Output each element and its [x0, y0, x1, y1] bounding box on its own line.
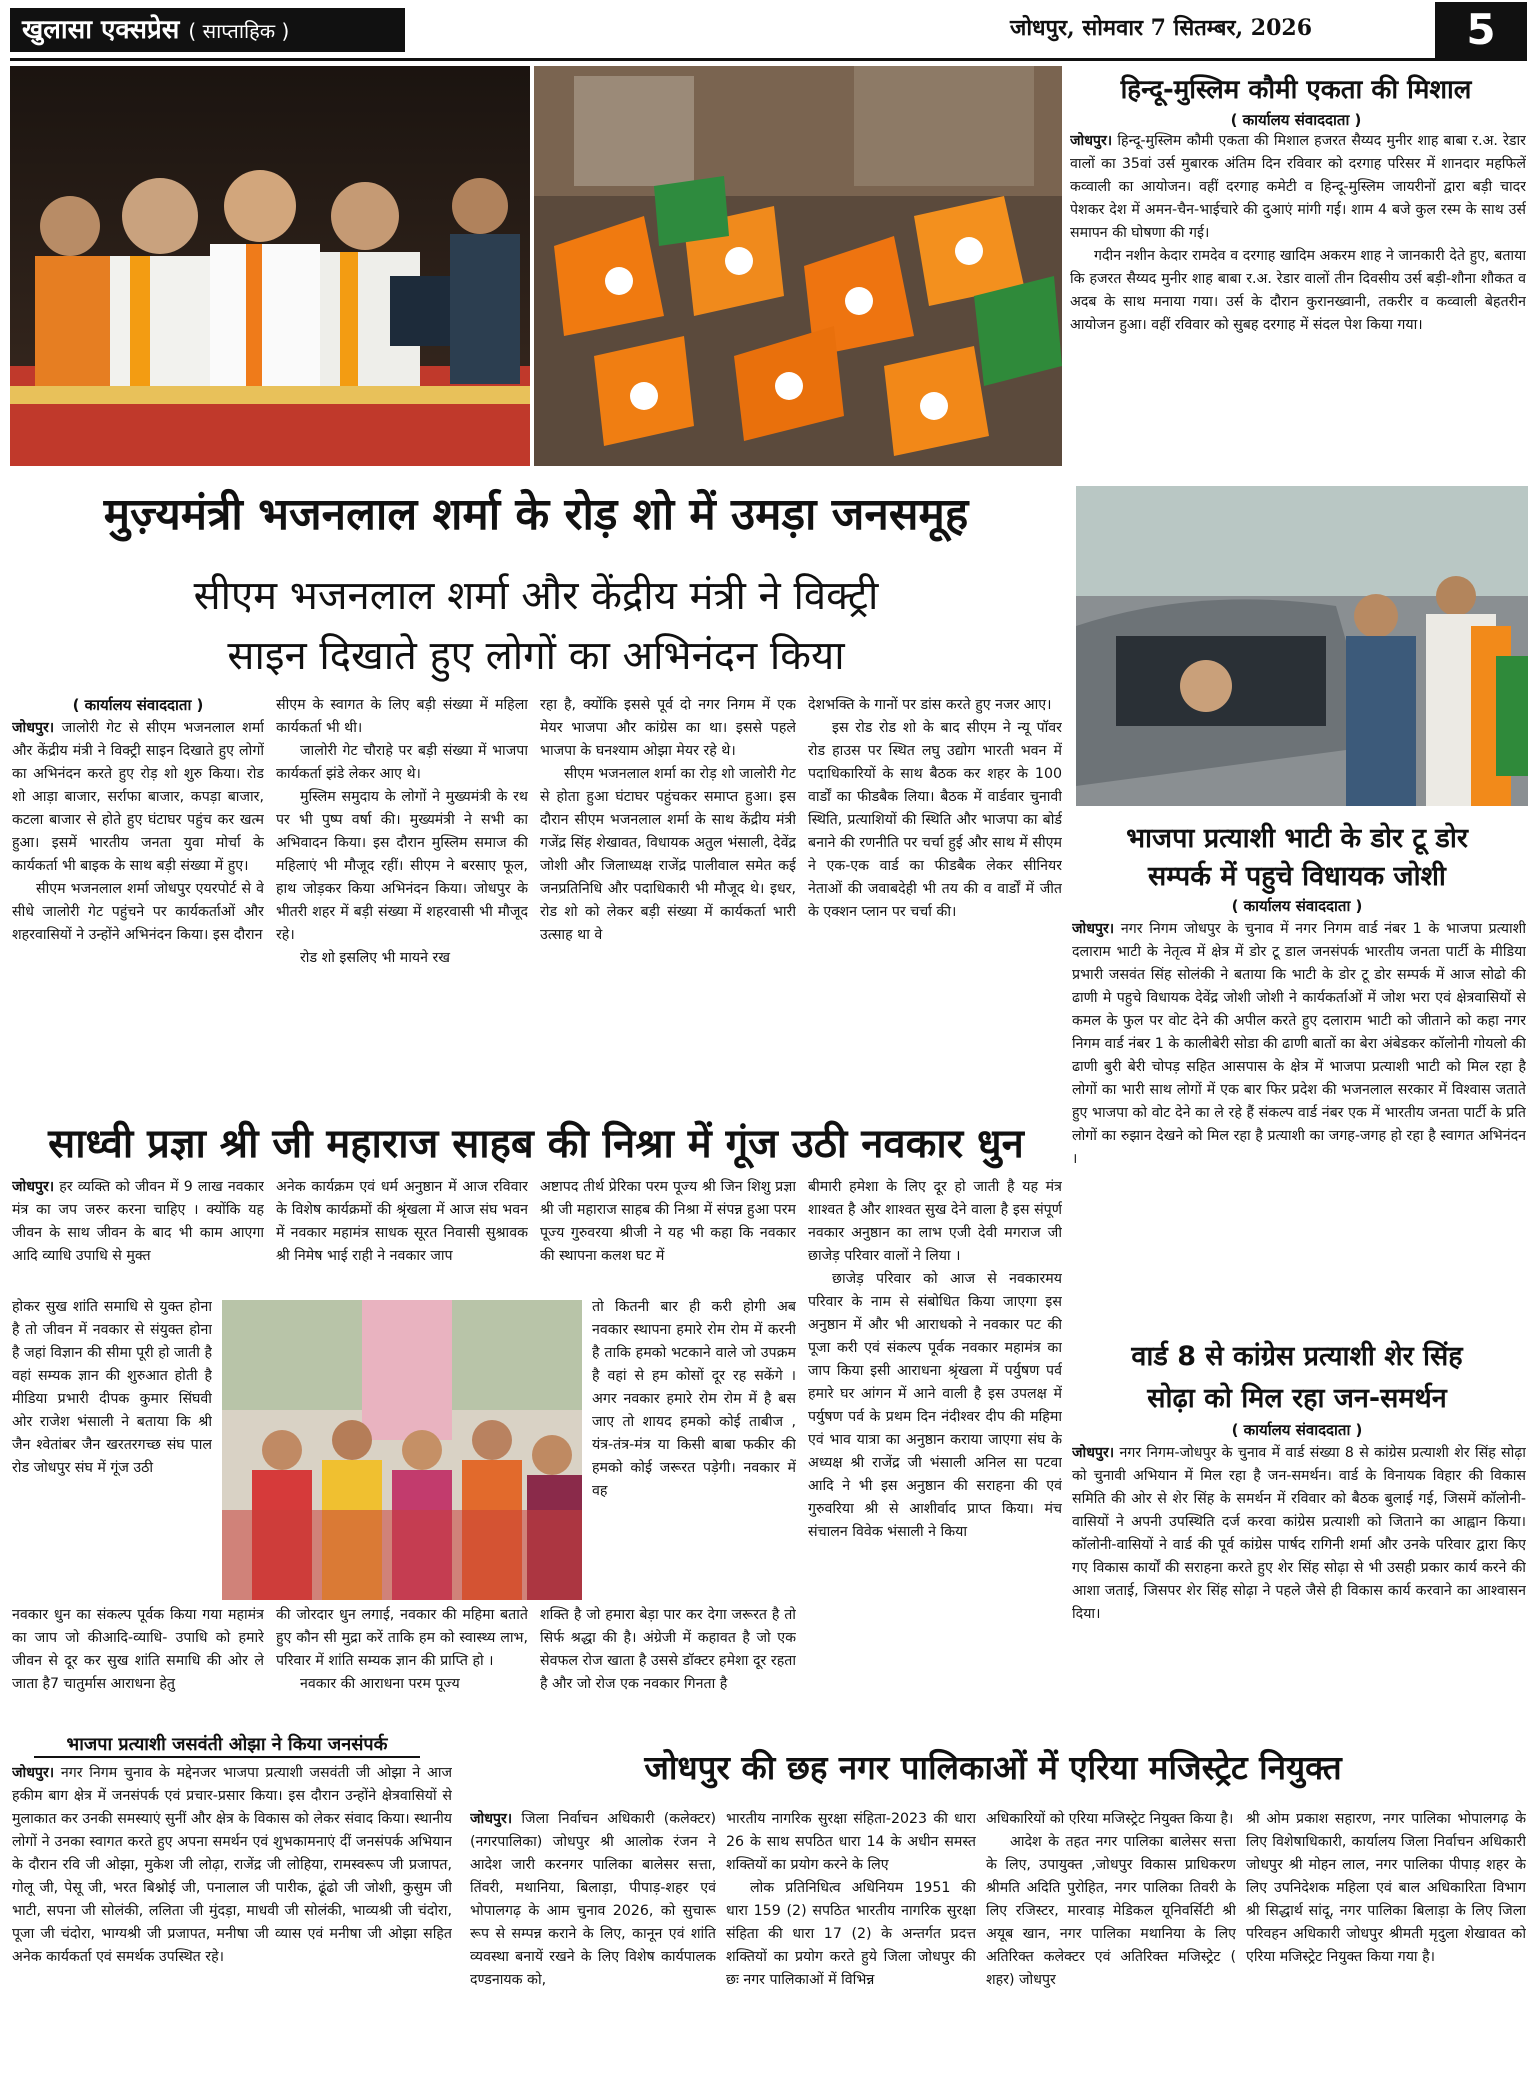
ojha-dateline: जोधपुर।: [12, 1765, 55, 1781]
paper-frequency: ( साप्ताहिक ): [188, 19, 290, 43]
navkar-col1-side: [12, 1296, 212, 1598]
navkar-col2-top: [276, 1176, 528, 1296]
magistrate-col2-p1: भारतीय नागरिक सुरक्षा संहिता-2023 की धारा 26 के साथ सपठित धारा 14 के अधीन समस्त शक्तियों का प्रयोग करने के लिए: [726, 1811, 976, 1873]
roadshow-photo: [10, 66, 530, 466]
ojha-headline: भाजपा प्रत्याशी जसवंती ओझा ने किया जनसंपर्क: [34, 1732, 420, 1758]
navkar-col3-top: [540, 1176, 796, 1296]
unity-byline: ( कार्यालय संवाददाता ): [1230, 111, 1362, 129]
roadshow-col3-p2: सीएम भजनलाल शर्मा का रोड़ शो जालोरी गेट से होता हुआ घंटाघर पहुंचकर समाप्त हुआ। इस दौरान सीएम भजनलाल शर्मा के साथ केंद्रीय मंत्री गजेंद्र सिंह शेखावत, विधायक अतुल भंसाली, देवेंद्र जोशी और जिलाध्यक्ष राजेंद्र पालीवाल समेत कई जनप्रतिनिधि और पदाधिकारी भी मौजूद थे। इधर, रोड शो को लेकर बड़ी संख्या में कार्यकर्ता भारी उत्साह था वे: [540, 766, 796, 943]
roadshow-col4-p1: देशभक्ति के गानों पर डांस करते हुए नजर आए।: [808, 697, 1052, 713]
navkar-col3-side-text: तो कितनी बार ही करी होगी अब नवकार स्थापना हमारे रोम रोम में करनी है ताकि हमको भटकाने वाले जो उपक्रम है वहां से हम कोसों दूर रह सकेंगे । अगर नवकार हमारे रोम रोम में है बस जाए तो शायद हमको कोई ताबीज , यंत्र-तंत्र-मंत्र या किसी बाबा फकीर की हमको कोई जरूरत पड़ेगी। नवकार में वह: [592, 1299, 796, 1499]
navkar-col1-top-text: हर व्यक्ति को जीवन में 9 लाख नवकार मंत्र का जप जरुर करना चाहिए । क्योंकि यह जीवन के साथ जीवन के बाद भी काम आएगा आदि व्याधि उपाधि से मुक्त: [12, 1179, 264, 1264]
navkar-col2-bottom-p2: नवकार की आराधना परम पूज्य: [300, 1676, 460, 1692]
joshi-headline-2: सम्पर्क में पहुचे विधायक जोशी: [1148, 861, 1446, 892]
magistrate-col2-p2: लोक प्रतिनिधित्व अधिनियम 1951 की धारा 159 (2) सपठित भारतीय नागरिक सुरक्षा संहिता की धारा 17 (2) के अन्तर्गत प्रदत्त शक्तियों का प्रयोग करते हुये जिला जोधपुर की छः नगर पालिकाओं में विभिन्न: [726, 1880, 976, 1988]
navkar-headline: साध्वी प्रज्ञा श्री जी महाराज साहब की निश्रा में गूंज उठी नवकार धुन: [48, 1121, 1024, 1167]
ojha-paragraph-1: नगर निगम चुनाव के मद्देनजर भाजपा प्रत्याशी जसवंती जी ओझा ने आज हकीम बाग क्षेत्र में जनसंपर्क एवं प्रचार-प्रसार किया। इस दौरान उन्होंने क्षेत्रवासियों से मुलाकात कर उनकी समस्याएं सुनीं और क्षेत्र के विकास को लेकर संवाद किया। स्थानीय लोगों ने उनका स्वागत करते हुए अपना समर्थन एवं शुभकामनाएं दीं जनसंपर्क अभियान के दौरान रवि जी ओझा, मुकेश जी लोढ़ा, राजेंद्र जी लोहिया, रामस्वरूप जी प्रजापत, गोलू जी, पेसू जी, भरत बिश्नोई जी, पनालाल जी पारीक, ढूंढो जी जोशी, कुसुम जी भाटी, सपना जी सोलंकी, ललिता जी मुंदड़ा, माधवी जी सोलंकी, भाव्यश्री जी चंदोरा, पूजा जी चंदोरा, भाग्यश्री जी प्रजापत, मनीषा जी व्यास एवं मनीषा जी ओझा सहित अनेक कार्यकर्ता एवं समर्थक उपस्थित रहे।: [12, 1765, 452, 1965]
women-gathering-photo: [222, 1300, 582, 1600]
magistrate-col3-p1: अधिकारियों को एरिया मजिस्ट्रेट नियुक्त किया है।: [986, 1811, 1234, 1827]
navkar-col1-side-text: होकर सुख शांति समाधि से युक्त होना है तो जीवन में नवकार से संयुक्त होना है जहां विज्ञान की सीमा पूरी हो जाती है वहां सम्यक ज्ञान की शुरुआत होती है मीडिया प्रभारी दीपक कुमार सिंघवी ओर राजेश भंसाली ने बताया कि श्री जैन श्वेतांबर जैन खरतरगच्छ संघ पाल रोड जोधपुर संघ में गूंज उठी: [12, 1299, 212, 1476]
roadshow-headline: मुज़्यमंत्री भजनलाल शर्मा के रोड़ शो में उमड़ा जनसमूह: [103, 489, 969, 540]
roadshow-col3-p1: रहा है, क्योंकि इससे पूर्व दो नगर निगम में एक मेयर भाजपा और कांग्रेस का था। इससे पहले भाजपा के घनश्याम ओझा मेयर रहे थे।: [540, 697, 796, 759]
navkar-col3-side: [592, 1296, 796, 1598]
navkar-col3-bottom-text: शक्ति है जो हमारा बेड़ा पार कर देगा जरूरत है तो सिर्फ श्रद्धा की है। अंग्रेजी में कहावत है जो एक सेवफल रोज खाता है उससे डॉक्टर हमेशा दूर रहता है और जो रोज एक नवकार गिनता है: [540, 1607, 796, 1692]
magistrate-headline: जोधपुर की छह नगर पालिकाओं में एरिया मजिस्ट्रेट नियुक्त: [644, 1748, 1342, 1787]
joshi-dateline: जोधपुर।: [1072, 921, 1115, 937]
sher-singh-dateline: जोधपुर।: [1072, 1445, 1115, 1461]
roadshow-column-1: [12, 694, 264, 1124]
roadshow-col2-p1: सीएम के स्वागत के लिए बड़ी संख्या में महिला कार्यकर्ता भी थी।: [276, 697, 528, 736]
unity-dateline: जोधपुर।: [1070, 133, 1113, 149]
crowd-photo: [534, 66, 1062, 466]
navkar-col2-bottom: [276, 1604, 528, 1726]
joshi-headline-1: भाजपा प्रत्याशी भाटी के डोर टू डोर: [1126, 823, 1468, 854]
joshi-article: [1072, 918, 1526, 1328]
sher-singh-headline-1: वार्ड 8 से कांग्रेस प्रत्याशी शेर सिंह: [1131, 1341, 1463, 1372]
roadshow-col2-p3: मुस्लिम समुदाय के लोगों ने मुख्यमंत्री के रथ पर भी पुष्प वर्षा की। मुख्यमंत्री ने सभी का अभिवादन किया। इस दौरान मुस्लिम समाज की महिलाएं भी मौजूद रहीं। सीएम ने बरसाए फूल, हाथ जोड़कर किया अभिनंदन किया। जोधपुर के भीतरी शहर में बड़ी संख्या में शहरवासी भी मौजूद रहे।: [276, 789, 528, 943]
joshi-paragraph-1: नगर निगम जोधपुर के चुनाव में नगर निगम वार्ड नंबर 1 के भाजपा प्रत्याशी दलाराम भाटी के नेतृत्व में क्षेत्र में डोर टू डाल जनसंपर्क भारतीय जनता पार्टी के मीडिया प्रभारी जसवंत सिंह सोलंकी ने बताया कि भाटी के डोर टू डोर सम्पर्क में आज सोढो की ढाणी मे पहुचे विधायक देवेंद्र जोशी जोशी ने कार्यकर्ताओं में जोश भरा एवं क्षेत्रवासियों से कमल के फुल पर वोट देने की अपील करते हुए दलाराम भाटी को जीताने को कहा नगर निगम वार्ड नंबर 1 के कालीबेरी सोडा की ढाणी बातों का बेरा अंबेडकर कॉलोनी गोयलो की ढाणी बुरी बेरी चोपड़ सहित आसपास के क्षेत्र में भाजपा प्रत्याशी भाटी को मिल रहा है लोगों का भारी साथ लोगों में एक बार फिर प्रदेश की भजनलाल सरकार में विश्वास जताते हुए भाजपा को वोट देने का ले रहे हैं संकल्प वार्ड नंबर एक में भारतीय जनता पार्टी के प्रति लोगों का रुझान देखने को मिल रहा है प्रत्याशी का जगह-जगह हो रहा है स्वागत अभिनंदन ।: [1072, 921, 1526, 1167]
roadshow-column-3: [540, 694, 796, 1124]
paper-name-banner: [10, 8, 405, 52]
roadshow-byline: ( कार्यालय संवाददाता ): [72, 696, 204, 714]
navkar-col1-top: [12, 1176, 264, 1296]
navkar-col4-p2: छाजेड़ परिवार को आज से नवकारमय परिवार के नाम से संबोधित किया जाएगा इस अनुष्ठान में और भी आराधको ने नवकार पट की पूजा करी एवं संकल्प पूर्वक नवकार महामंत्र का जाप किया इसी आराधना श्रृंखला में पर्युषण पर्व हमारे घर आंगन में आने वाली है इस उपलक्ष में पर्युषण पर्व के प्रथम दिन नंदीश्वर दीप की महिमा एवं भाव यात्रा का अनुष्ठान कराया जाएगा संघ के अध्यक्ष श्री राजेंद्र जी भंसाली अनिल सा पटवा आदि ने भी इस अनुष्ठान की सराहना की एवं गुरुवरिया श्री से आशीर्वाद प्राप्त किया। मंच संचालन विवेक भंसाली ने किया: [808, 1271, 1062, 1540]
unity-headline: हिन्दू-मुस्लिम कौमी एकता की मिशाल: [1120, 75, 1472, 105]
paper-name: खुलासा एक्सप्रेस: [22, 15, 180, 45]
sher-singh-headline-2: सोढ़ा को मिल रहा जन-समर्थन: [1147, 1383, 1447, 1414]
unity-article: [1070, 130, 1526, 475]
sher-singh-paragraph-1: नगर निगम-जोधपुर के चुनाव में वार्ड संख्या 8 से कांग्रेस प्रत्याशी शेर सिंह सोढ़ा को चुनावी अभियान में मिल रहा है जन-समर्थन। वार्ड के विनायक विहार की विकास समिति की ओर से शेर सिंह के समर्थन में रविवार को बैठक बुलाई गई, जिसमें कॉलोनी-वासियों ने अपनी उपस्थिति दर्ज करवा कांग्रेस प्रत्याशी को जिताने का आह्वान किया। कॉलोनी-वासियों ने वार्ड की पूर्व कांग्रेस पार्षद रागिनी शर्मा और उनके परिवार द्वारा किए गए विकास कार्यों की सराहना करते हुए शेर सिंह सोढ़ा से भी उसही प्रकार कार्य करने की आशा जताई, जिसपर शेर सिंह सोढ़ा ने पहले जैसे ही विकास कार्य करवाने का आश्वासन दिया।: [1072, 1445, 1526, 1622]
roadshow-col2-p4: रोड शो इसलिए भी मायने रख: [300, 950, 450, 966]
roadshow-col1-p2: सीएम भजनलाल शर्मा जोधपुर एयरपोर्ट से वे सीधे जालोरी गेट पहुंचने पर कार्यकर्ताओं और शहरवासियों ने उन्होंने अभिनंदन किया। इस दौरान: [12, 881, 264, 943]
roadshow-column-4: [808, 694, 1062, 1124]
unity-paragraph-1: हिन्दू-मुस्लिम कौमी एकता की मिशाल हजरत सैय्यद मुनीर शाह बाबा र.अ. रेडार वालों का 35वां उर्स मुबारक अंतिम दिन रविवार को दरगाह परिसर में शानदार महफिलें कव्वाली का आयोजन। वहीं दरगाह कमेटी व हिन्दू-मुस्लिम जायरीनों द्वारा बड़ी चादर पेशकर देश में अमन-चैन-भाईचारे की दुआएं मांगी गई। शाम 4 बजे कुल रस्म के साथ उर्स समापन की घोषणा की गई।: [1070, 133, 1526, 241]
magistrate-col3-p2: आदेश के तहत नगर पालिका बालेसर सत्ता के लिए, उपायुक्त ,जोधपुर विकास प्राधिकरण श्रीमति अदिति पुरोहित, नगर पालिका तिवरी के लिए रजिस्टर, मारवाड़ मेडिकल यूनिवर्सिटी श्री अयूब खान, नगर पालिका मथानिया के लिए अतिरिक्त कलेक्टर एवं अतिरिक्त मजिस्ट्रेट ( शहर) जोधपुर: [986, 1834, 1236, 1988]
navkar-column-4: [808, 1176, 1062, 1726]
sher-singh-article: [1072, 1442, 1526, 1732]
roadshow-subhead-2: साइन दिखाते हुए लोगों का अभिनंदन किया: [227, 633, 845, 679]
magistrate-column-2: [726, 1808, 976, 2082]
roadshow-subhead-1: सीएम भजनलाल शर्मा और केंद्रीय मंत्री ने विक्ट्री: [193, 573, 879, 619]
unity-paragraph-2: गदीन नशीन केदार रामदेव व दरगाह खादिम अकरम शाह ने जानकारी देते हुए, बताया कि हजरत सैय्यद मुनीर शाह बाबा र.अ. रेडार वालों तीन दिवसीय उर्स बड़ी-शौना शौकत व अदब के साथ मनाया गया। उर्स के दौरान कुरानख्वानी, तकरीर व कव्वाली बेहतरीन आयोजन हुआ। वहीं रविवार को सुबह दरगाह में संदल पेश किया गया।: [1070, 248, 1526, 333]
navkar-col1-bottom-text: नवकार धुन का संकल्प पूर्वक किया गया महामंत्र का जाप जो कीआदि-व्याधि- उपाधि को हमारे जीवन से दूर कर सुख शांति समाधि की ओर ले जाता है7 चातुर्मास आराधना हेतु: [12, 1607, 264, 1692]
door-to-door-photo: [1076, 486, 1528, 806]
navkar-col3-top-text: अष्टापद तीर्थ प्रेरिका परम पूज्य श्री जिन शिशु प्रज्ञा श्री जी महाराज साहब की निश्रा में संपन्न हुआ परम पूज्य गुरुवरया श्रीजी ने यह भी कहा कि नवकार की स्थापना कलश घट में: [540, 1179, 796, 1264]
roadshow-col4-p2: इस रोड रोड शो के बाद सीएम ने न्यू पॉवर रोड हाउस पर स्थित लघु उद्योग भारती भवन में पदाधिकारियों के साथ बैठक कर शहर के 100 वार्डों का फीडबैक लिया। बैठक में वार्डवार चुनावी स्थिति, प्रत्याशियों की स्थिति और भाजपा का बोर्ड बनाने की रणनीति पर चर्चा हुई और साथ में सीएम ने एक-एक वार्ड का फीडबैक लेकर सीनियर नेताओं की जवाबदेही भी तय की व वार्डों में जीत के एक्शन प्लान पर चर्चा की।: [808, 720, 1062, 920]
magistrate-column-3: [986, 1808, 1236, 2082]
navkar-dateline: जोधपुर।: [12, 1179, 55, 1195]
magistrate-col4-p1: श्री ओम प्रकाश सहारण, नगर पालिका भोपालगढ़ के लिए विशेषाधिकारी, कार्यालय जिला निर्वाचन अधिकारी जोधपुर श्री मोहन लाल, नगर पालिका पीपाड़ शहर के लिए उपनिदेशक महिला एवं बाल अधिकारिता विभाग श्री सिद्धार्थ सांदू, नगर पालिका बिलाड़ा के लिए जिला परिवहन अधिकारी जोधपुर श्रीमती मृदुला शेखावत को एरिया मजिस्ट्रेट नियुक्त किया गया है।: [1246, 1811, 1526, 1965]
magistrate-column-1: [470, 1808, 716, 2082]
navkar-col4-p1: बीमारी हमेशा के लिए दूर हो जाती है यह मंत्र शाश्वत है और शाश्वत सुख देने वाला है इस संपूर्ण नवकार अनुष्ठान का लाभ एजी देवी मगराज जी छाजेड़ परिवार वालों ने लिया ।: [808, 1179, 1062, 1264]
roadshow-col2-p2: जालोरी गेट चौराहे पर बड़ी संख्या में भाजपा कार्यकर्ता झंडे लेकर आए थे।: [276, 743, 528, 782]
navkar-col2-top-text: अनेक कार्यक्रम एवं धर्म अनुष्ठान में आज रविवार के विशेष कार्यक्रमों की श्रृंखला में आज संघ भवन में नवकार महामंत्र साधक सूरत निवासी सुश्रावक श्री निमेष भाई राही ने नवकार जाप: [276, 1179, 528, 1264]
masthead-rule: [10, 58, 1527, 61]
roadshow-col1-p1: जालोरी गेट से सीएम भजनलाल शर्मा और केंद्रीय मंत्री ने विक्ट्री साइन दिखाते हुए लोगों का अभिनंदन करते हुए रोड़ शो शुरु किया। रोड शो आड़ा बाजार, सर्राफा बाजार, कपड़ा बाजार, कटला बाजार से होते हुए घंटाघर पहुंच कर खत्म हुआ। इसमें भारतीय जनता युवा मोर्चा के कार्यकर्ता भी बाइक के साथ बड़ी संख्या में हुए।: [12, 720, 264, 874]
magistrate-column-4: [1246, 1808, 1526, 2082]
navkar-col3-bottom: [540, 1604, 796, 1726]
magistrate-col1-p1: जिला निर्वाचन अधिकारी (कलेक्टर) (नगरपालिका) जोधपुर श्री आलोक रंजन ने आदेश जारी करनगर पालिका बालेसर सत्ता, तिंवरी, मथानिया, बिलाड़ा, पीपाड़-शहर एवं भोपालगढ़ के आम चुनाव 2026, को सुचारू रूप से सम्पन्न कराने के लिए, कानून एवं शांति व्यवस्था बनायें रखने के लिए विशेष कार्यपालक दण्डनायक को,: [470, 1811, 716, 1988]
navkar-col2-bottom-text: की जोरदार धुन लगाई, नवकार की महिमा बताते हुए कौन सी मुद्रा करें ताकि हम को स्वास्थ्य लाभ, परिवार में शांति सम्यक ज्ञान की प्राप्ति हो ।: [276, 1607, 528, 1669]
magistrate-dateline: जोधपुर।: [470, 1811, 513, 1827]
sher-singh-byline: ( कार्यालय संवाददाता ): [1231, 1421, 1363, 1439]
navkar-col1-bottom: [12, 1604, 264, 1726]
roadshow-dateline: जोधपुर।: [12, 720, 55, 736]
ojha-article: [12, 1762, 452, 2082]
roadshow-column-2: [276, 694, 528, 1124]
date-line: जोधपुर, सोमवार 7 सितम्बर, 2026: [1010, 15, 1313, 41]
page-number: 5: [1435, 2, 1527, 58]
joshi-byline: ( कार्यालय संवाददाता ): [1231, 897, 1363, 915]
